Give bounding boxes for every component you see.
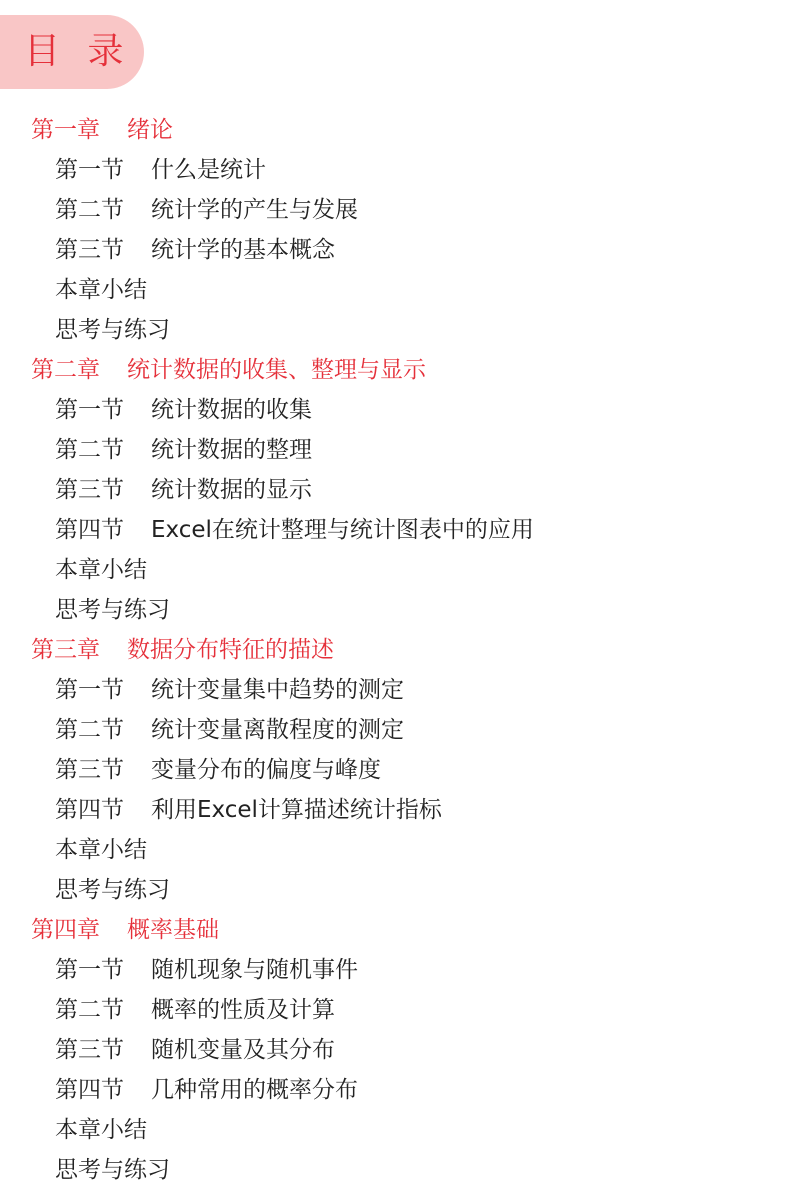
section-title: 思考与练习 bbox=[55, 597, 170, 623]
exercises-item[interactable] bbox=[0, 1150, 790, 1190]
section-title: 统计数据的收集 bbox=[151, 397, 312, 423]
section-item[interactable] bbox=[0, 470, 790, 510]
section-number: 第一节 bbox=[55, 677, 124, 703]
section-number: 第三节 bbox=[55, 757, 124, 783]
chapter-heading[interactable] bbox=[0, 110, 790, 150]
section-number: 第二节 bbox=[55, 197, 124, 223]
section-item[interactable] bbox=[0, 190, 790, 230]
toc-header-banner bbox=[0, 15, 144, 89]
section-number: 第四节 bbox=[55, 517, 124, 543]
section-number: 第二节 bbox=[55, 717, 124, 743]
section-title: 思考与练习 bbox=[55, 317, 170, 343]
section-title: 统计变量集中趋势的测定 bbox=[151, 677, 404, 703]
page-title: 目 录 bbox=[24, 31, 132, 72]
section-title: 随机现象与随机事件 bbox=[151, 957, 358, 983]
section-item[interactable] bbox=[0, 670, 790, 710]
section-item[interactable] bbox=[0, 510, 790, 550]
section-number: 第三节 bbox=[55, 1037, 124, 1063]
chapter-title: 统计数据的收集、整理与显示 bbox=[127, 357, 426, 383]
section-number: 第三节 bbox=[55, 477, 124, 503]
section-number: 第三节 bbox=[55, 237, 124, 263]
chapter-summary-item[interactable] bbox=[0, 270, 790, 310]
table-of-contents bbox=[0, 110, 790, 1190]
section-title: 本章小结 bbox=[55, 557, 147, 583]
exercises-item[interactable] bbox=[0, 310, 790, 350]
chapter-heading[interactable] bbox=[0, 910, 790, 950]
section-title: 统计变量离散程度的测定 bbox=[151, 717, 404, 743]
chapter-title: 数据分布特征的描述 bbox=[127, 637, 334, 663]
section-number: 第二节 bbox=[55, 997, 124, 1023]
chapter-summary-item[interactable] bbox=[0, 830, 790, 870]
section-title: 利用Excel计算描述统计指标 bbox=[151, 797, 442, 823]
chapter-number: 第二章 bbox=[31, 357, 100, 383]
exercises-item[interactable] bbox=[0, 870, 790, 910]
section-number: 第二节 bbox=[55, 437, 124, 463]
chapter-title: 绪论 bbox=[127, 117, 173, 143]
section-title: 概率的性质及计算 bbox=[151, 997, 335, 1023]
section-title: 几种常用的概率分布 bbox=[151, 1077, 358, 1103]
section-item[interactable] bbox=[0, 430, 790, 470]
section-item[interactable] bbox=[0, 750, 790, 790]
section-item[interactable] bbox=[0, 950, 790, 990]
chapter-number: 第三章 bbox=[31, 637, 100, 663]
chapter-number: 第一章 bbox=[31, 117, 100, 143]
section-item[interactable] bbox=[0, 1070, 790, 1110]
section-number: 第四节 bbox=[55, 797, 124, 823]
section-item[interactable] bbox=[0, 390, 790, 430]
section-number: 第一节 bbox=[55, 157, 124, 183]
section-title: 什么是统计 bbox=[151, 157, 266, 183]
chapter-heading[interactable] bbox=[0, 630, 790, 670]
chapter-summary-item[interactable] bbox=[0, 1110, 790, 1150]
section-title: 统计学的产生与发展 bbox=[151, 197, 358, 223]
section-title: 统计数据的整理 bbox=[151, 437, 312, 463]
section-number: 第一节 bbox=[55, 957, 124, 983]
section-item[interactable] bbox=[0, 150, 790, 190]
section-title: Excel在统计整理与统计图表中的应用 bbox=[151, 517, 534, 543]
section-number: 第一节 bbox=[55, 397, 124, 423]
section-title: 思考与练习 bbox=[55, 1157, 170, 1183]
chapter-title: 概率基础 bbox=[127, 917, 219, 943]
section-title: 本章小结 bbox=[55, 277, 147, 303]
section-item[interactable] bbox=[0, 230, 790, 270]
section-title: 随机变量及其分布 bbox=[151, 1037, 335, 1063]
section-number: 第四节 bbox=[55, 1077, 124, 1103]
section-title: 变量分布的偏度与峰度 bbox=[151, 757, 381, 783]
section-item[interactable] bbox=[0, 790, 790, 830]
chapter-heading[interactable] bbox=[0, 350, 790, 390]
section-item[interactable] bbox=[0, 990, 790, 1030]
section-item[interactable] bbox=[0, 710, 790, 750]
section-title: 思考与练习 bbox=[55, 877, 170, 903]
section-title: 本章小结 bbox=[55, 1117, 147, 1143]
section-title: 本章小结 bbox=[55, 837, 147, 863]
exercises-item[interactable] bbox=[0, 590, 790, 630]
chapter-number: 第四章 bbox=[31, 917, 100, 943]
section-title: 统计学的基本概念 bbox=[151, 237, 335, 263]
section-item[interactable] bbox=[0, 1030, 790, 1070]
chapter-summary-item[interactable] bbox=[0, 550, 790, 590]
section-title: 统计数据的显示 bbox=[151, 477, 312, 503]
